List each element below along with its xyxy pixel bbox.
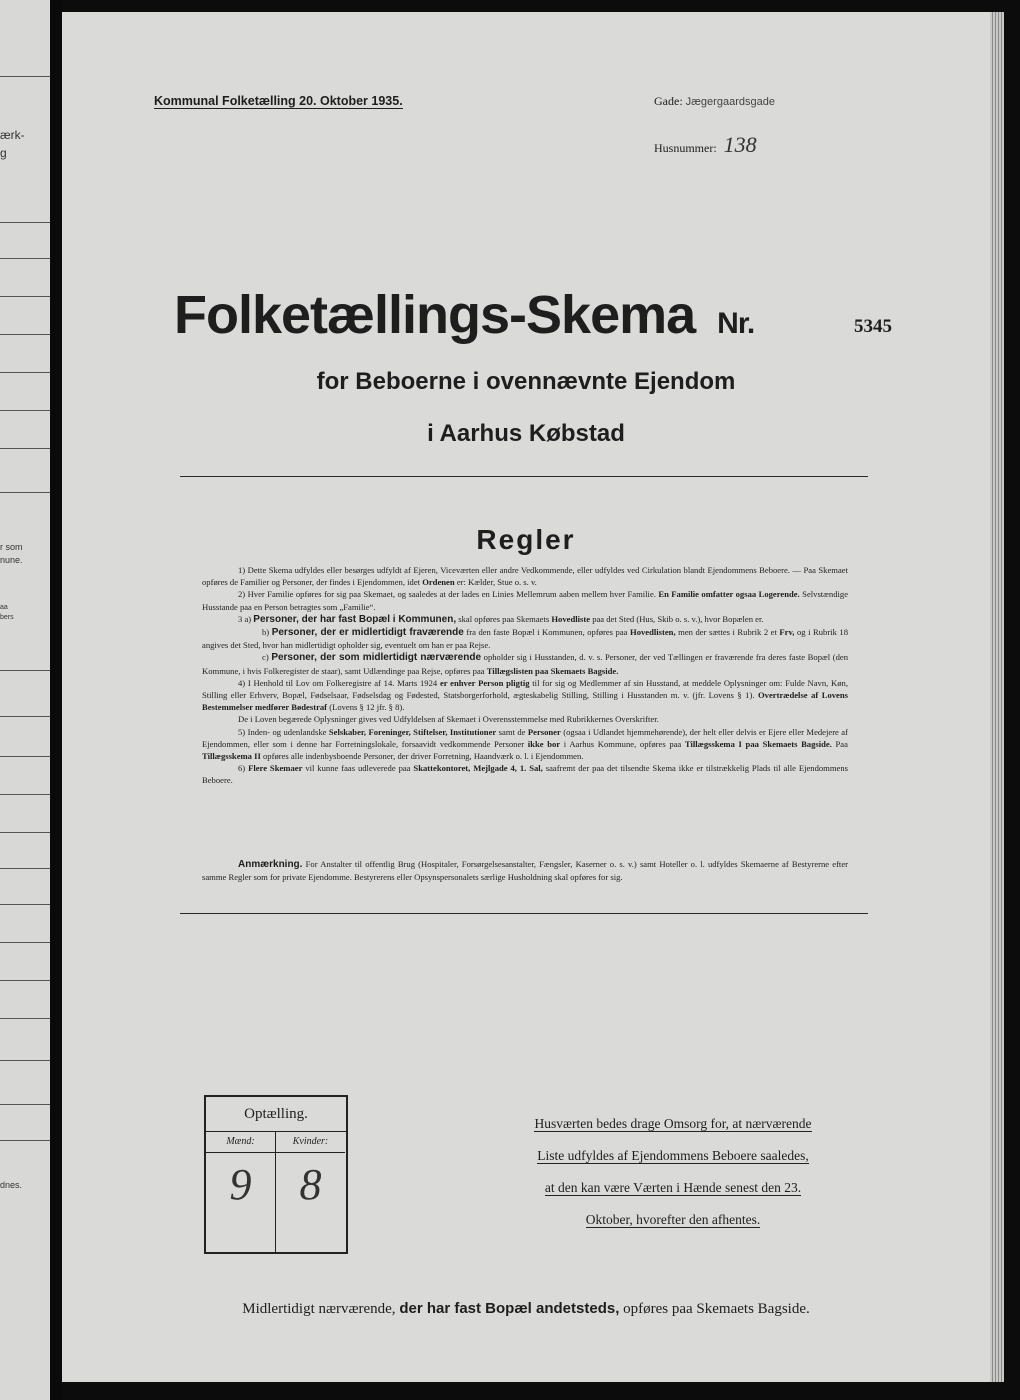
rule-4: 4) I Henhold til Lov om Folkeregistre af 14. Marts 1924 er enhver Person pligtig til for sig og Medlemmer af sin Husstand, at meddele Oplysninger om: Fulde Navn, Køn, Stilling eller Erhverv, Bopæl, Fødselsaar, Fødselsdag og Fødested, Statsborgerforhold, ægteskabelig Stilling, Stilling i Husstanden m. v. (jfr. Lovens § 1). Overtrædelse af Lovens Bestemmelser medfører Bødestraf (Lovens § 12 jfr. § 8). [202,677,848,713]
rule-2: 2) Hver Familie opføres for sig paa Skemaet, og saaledes at der lades en Linies Mellemrum aaben mellem hver Familie. En Familie omfatter ogsaa Logerende. Selvstændige Husstande paa en Person betragtes som „Familie“. [202,589,849,612]
ruling-line [0,1104,50,1105]
men-count: 9 [229,1160,252,1209]
census-form-page [62,12,990,1382]
ruling-line [0,334,50,335]
rules-text [202,564,848,787]
count-box [204,1095,348,1254]
women-label: Kvinder: [276,1132,345,1153]
ruling-line [0,296,50,297]
rule-6: 6) Flere Skemaer vil kunne faas udleverede paa Skattekontoret, Mejlgade 4, 1. Sal, saafremt der paa det tilsendte Skema ikke er tilstrækkelig Plads til alle Ejendommens Beboere. [202,763,849,786]
divider [180,913,868,914]
notice-line: at den kan være Værten i Hænde senest den 23. [544,1180,802,1195]
men-label: Mænd: [206,1132,275,1153]
ruling-line [0,980,50,981]
note-paragraph [202,858,848,883]
ruling-line [0,1060,50,1061]
previous-page-edge [0,0,50,1400]
divider [180,476,868,477]
ruling-line [0,832,50,833]
form-title-main: Folketællings-Skema [174,285,696,345]
ruling-line [0,1018,50,1019]
note-lead: Anmærkning. [238,859,303,870]
count-box-title: Optælling. [206,1097,346,1132]
census-header: Kommunal Folketælling 20. Oktober 1935. [154,94,403,108]
notice-line: Liste udfyldes af Ejendommens Beboere saaledes, [537,1148,809,1163]
house-number-field [654,132,757,158]
rule-3c: c) Personer, der som midlertidigt nærværende opholder sig i Husstanden, d. v. s. Personer, der ved Tællingen er fraværende fra deres faste Bopæl (den Kommune, i hvis Folkeregister de staar), samt Udlændinge paa Rejse, opføres paa Tillægslisten paa Skemaets Bagside. [202,652,848,676]
fragment-text: r som [0,542,23,552]
page-stack-edge [990,12,1004,1382]
ruling-line [0,942,50,943]
rule-5: 5) Inden- og udenlandske Selskaber, Foreninger, Stiftelser, Institutioner samt de Personer (ogsaa i Udlandet hjemmehørende), der helt eller delvis er Ejere eller Medejere af Ejendommen, eller som i denne har Forretningslokale, forsaavidt vedkommende Personer ikke bor i Aarhus Kommune, opføres paa Tillægsskema I paa Skemaets Bagside. Paa Tillægsskema II opføres alle indenbysboende Personer, der driver Forretning, Haandværk o. l. i Ejendommen. [202,726,848,762]
house-number-label: Husnummer: [654,141,717,155]
footer-instruction: Midlertidigt nærværende, der har fast Bopæl andetsteds, opføres paa Skemaets Bagside. [242,1300,810,1317]
form-nr-label: Nr. [717,307,755,340]
ruling-line [0,716,50,717]
ruling-line [0,372,50,373]
fragment-text: dnes. [0,1180,23,1190]
ruling-line [0,1140,50,1141]
ruling-line [0,756,50,757]
landlord-notice [502,1108,844,1236]
notice-line: Husværten bedes drage Omsorg for, at nærværende [534,1116,812,1131]
women-count: 8 [299,1160,322,1209]
ruling-line [0,904,50,905]
fragment-text: ærk- [0,128,25,142]
form-number: 5345 [854,316,892,337]
rule-3a: 3 a) Personer, der har fast Bopæl i Kommunen, skal opføres paa Skemaets Hovedliste paa det Sted (Hus, Skib o. s. v.), hvor Bopælen er. [238,613,764,625]
ruling-line [0,222,50,223]
ruling-line [0,492,50,493]
ruling-line [0,868,50,869]
ruling-line [0,410,50,411]
fragment-text: nune. [0,555,23,565]
fragment-text: aa [0,604,8,611]
women-column [276,1132,345,1252]
notice-line: Oktober, hvorefter den afhentes. [585,1212,761,1227]
form-subtitle-city: i Aarhus Købstad [427,420,625,447]
ruling-line [0,448,50,449]
street-field [654,94,775,109]
note-text: For Anstalter til offentlig Brug (Hospitaler, Forsørgelsesanstalter, Fængsler, Kaserner o. s. v.) samt Hoteller o. l. udfyldes Skemaerne af Bestyrerne efter samme Regler som for private Ejendomme. Bestyrerens eller Opsynspersonalets særlige Husholdning skal opføres for sig. [202,859,849,883]
street-value: Jægergaardsgade [685,96,775,108]
form-subtitle: for Beboerne i ovennævnte Ejendom [316,368,736,395]
house-number-value: 138 [723,132,757,157]
book-gutter [50,0,62,1400]
rules-heading: Regler [476,524,576,555]
ruling-line [0,670,50,671]
ruling-line [0,258,50,259]
ruling-line [0,76,50,77]
rule-3b: b) Personer, der er midlertidigt fraværende fra den faste Bopæl i Kommunen, opføres paa Hovedlisten, men der sættes i Rubrik 2 et Frv, og i Rubrik 18 angives det Sted, hvor han midlertidigt opholder sig, eventuelt om han er paa Rejse. [202,627,848,651]
fragment-text: bers [0,614,14,621]
fragment-text: g [0,146,7,160]
form-title [174,284,754,346]
men-column [206,1132,276,1252]
ruling-line [0,794,50,795]
street-label: Gade: [654,94,683,108]
rule-4-note: De i Loven begærede Oplysninger gives ved Udfyldelsen af Skemaet i Overensstemmelse med Rubrikkernes Overskrifter. [238,714,659,725]
rule-1: 1) Dette Skema udfyldes eller besørges udfyldt af Ejeren, Viceværten eller andre Vedkommende, eller udfyldes ved Cirkulation blandt Ejendommens Beboere. — Paa Skemaet opføres de Familier og Personer, der findes i Ejendommen, idet Ordenen er: Kælder, Stue o. s. v. [202,565,848,588]
